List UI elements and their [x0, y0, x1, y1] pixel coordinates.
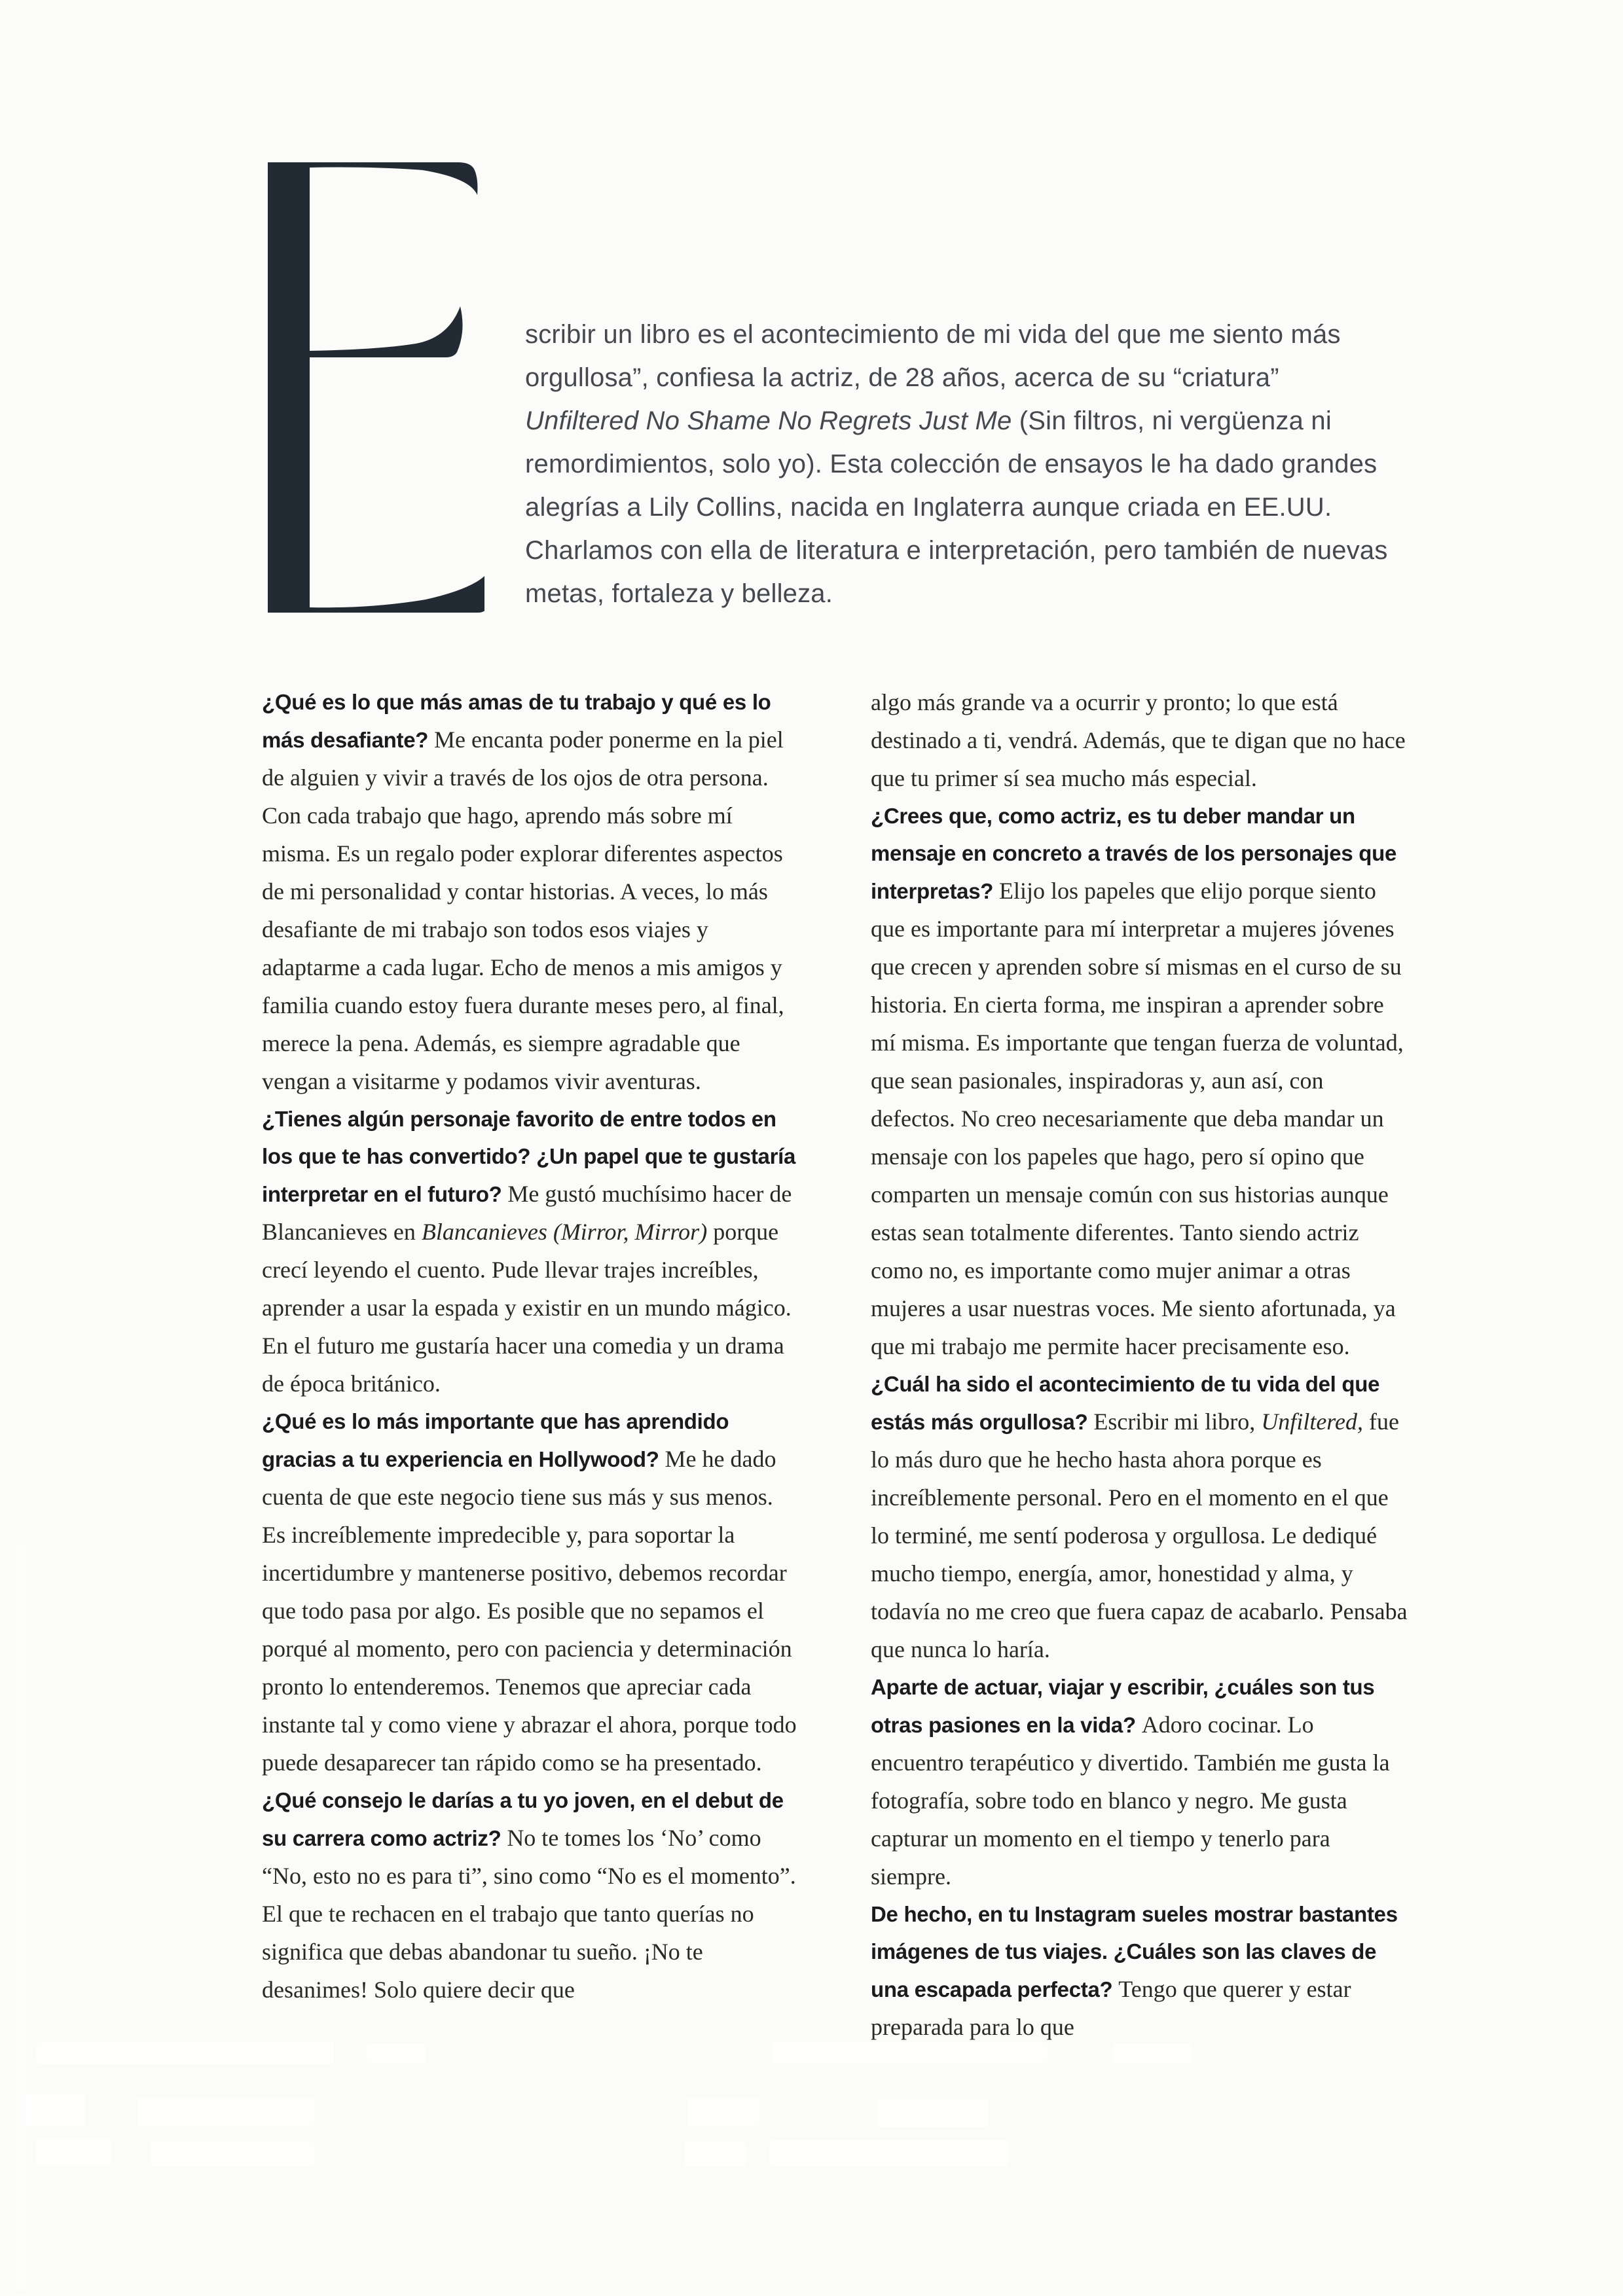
dropcap [262, 160, 484, 618]
scan-artifact [137, 2098, 314, 2126]
scan-artifact [769, 2140, 1008, 2166]
text-segment: No te tomes los ‘No’ como “No, esto no es para ti”, sino como “No es el momento”. El que te rechacen en el trabajo que tanto querías no significa que debas abandonar tu sueño. ¡No te desanimes! Solo quiere decir que [262, 1825, 796, 2003]
text-segment: Escribir mi libro, [1093, 1408, 1262, 1435]
dropcap-e-glyph [262, 160, 484, 618]
qa-block [262, 1103, 799, 1405]
qa-block [262, 1784, 799, 2011]
scan-artifact [684, 2142, 746, 2166]
text-segment: algo más grande va a ocurrir y pronto; lo que está destinado a ti, vendrá. Además, que te digan que no hace que tu primer sí sea mucho más especial. [871, 689, 1406, 791]
text-segment: ¿Crees que, como actriz, es tu deber mandar un mensaje en concreto a través de los personajes que interpretas? [871, 804, 1397, 903]
text-segment: Unfiltered, [1261, 1408, 1363, 1435]
dropcap-letter [262, 618, 263, 619]
qa-block [871, 1368, 1408, 1671]
qa-block [871, 800, 1408, 1368]
text-segment: Me he dado cuenta de que este negocio tiene sus más y sus menos. Es increíblemente impredecible y, para soportar la incertidumbre y mantenerse positivo, debemos recordar que todo pasa por algo. Es posible que no sepamos el porqué al momento, pero con paciencia y determinación pronto lo entenderemos. Tenemos que apreciar cada instante tal y como viene y abrazar el ahora, porque todo puede desaparecer tan rápido como se ha presentado. [262, 1446, 797, 1776]
text-segment: porque crecí leyendo el cuento. Pude llevar trajes increíbles, aprender a usar la espada y existir en un mundo mágico. En el futuro me gustaría hacer una comedia y un drama de época británico. [262, 1219, 792, 1397]
qa-block-continuation [871, 686, 1408, 800]
text-segment: Blancanieves (Mirror, Mirror) [421, 1219, 708, 1245]
text-segment: ¿Tienes algún personaje favorito de entre todos en los que te has convertido? ¿Un papel que te gustaría interpretar en el futuro? [262, 1107, 796, 1206]
text-segment: ¿Qué consejo le darías a tu yo joven, en el debut de su carrera como actriz? [262, 1788, 784, 1850]
text-segment: ¿Cuál ha sido el acontecimiento de tu vida del que estás más orgullosa? [871, 1372, 1380, 1434]
scan-artifact [687, 2098, 759, 2126]
text-segment: ¿Qué es lo más importante que has aprendido gracias a tu experiencia en Hollywood? [262, 1409, 729, 1471]
scan-artifact [36, 2042, 334, 2064]
text-segment: Adoro cocinar. Lo encuentro terapéutico y divertido. También me gusta la fotografía, sobre todo en blanco y negro. Me gusta capturar un momento en el tiempo y tenerlo para siempre. [871, 1712, 1390, 1890]
scan-artifact [36, 2139, 111, 2165]
scan-artifact [23, 2094, 85, 2126]
qa-block [871, 1898, 1408, 2049]
text-segment: Elijo los papeles que elijo porque siento que es importante para mí interpretar a mujeres jóvenes que crecen y aprenden sobre sí mismas en el curso de su historia. En cierta forma, me inspiran a aprender sobre mí misma. Es importante que tengan fuerza de voluntad, que sean pasionales, inspiradoras y, aun así, con defectos. No creo necesariamente que deba mandar un mensaje con los papeles que hago, pero sí opino que comparten un mensaje común con sus historias aunque estas sean totalmente diferentes. Tanto siendo actriz como no, es importante como mujer animar a otras mujeres a usar nuestras voces. Me siento afortunada, ya que mi trabajo me permite hacer precisamente eso. [871, 878, 1404, 1359]
qa-block [262, 1405, 799, 1784]
text-segment: Me encanta poder ponerme en la piel de alguien y vivir a través de los ojos de otra persona. Con cada trabajo que hago, aprendo más sobre mí misma. Es un regalo poder explorar diferentes aspectos de mi personalidad y contar historias. A veces, lo más desafiante de mi trabajo son todos esos viajes y adaptarme a cada lugar. Echo de menos a mis amigos y familia cuando estoy fuera durante meses pero, al final, merece la pena. Además, es siempre agradable que vengan a visitarme y podamos vivir aventuras. [262, 726, 784, 1094]
text-segment: ¿Qué es lo que más amas de tu trabajo y qué es lo más desafiante? [262, 690, 771, 752]
scan-artifact [151, 2142, 314, 2166]
text-segment: Tengo que querer y estar preparada para lo que [871, 1976, 1351, 2040]
scan-artifact [877, 2100, 989, 2127]
intro-paragraph [525, 313, 1396, 615]
scan-artifact [773, 2042, 1048, 2063]
text-segment: De hecho, en tu Instagram sueles mostrar bastantes imágenes de tus viajes. ¿Cuáles son las claves de una escapada perfecta? [871, 1902, 1398, 2001]
text-segment: Me gustó muchísimo hacer de Blancanieves en [262, 1181, 792, 1245]
scan-artifact [16, 1545, 26, 2291]
column-right [871, 686, 1408, 2049]
qa-block [871, 1671, 1408, 1898]
text-segment: scribir un libro es el acontecimiento de mi vida del que me siento más orgullosa”, confiesa la actriz, de 28 años, acerca de su “criatura” [525, 320, 1341, 392]
scan-artifact [1113, 2043, 1192, 2063]
text-segment: (Sin filtros, ni vergüenza ni remordimientos, solo yo). Esta colección de ensayos le ha dado grandes alegrías a Lily Collins, nacida en Inglaterra aunque criada en EE.UU. Charlamos con ella de literatura e interpretación, pero también de nuevas metas, fortaleza y belleza. [525, 406, 1388, 608]
text-segment: fue lo más duro que he hecho hasta ahora porque es increíblemente personal. Pero en el momento en el que lo terminé, me sentí poderosa y orgullosa. Le dediqué mucho tiempo, energía, amor, honestidad y alma, y todavía no me creo que fuera capaz de acabarlo. Pensaba que nunca lo haría. [871, 1408, 1408, 1662]
qa-block [262, 686, 799, 1103]
scan-artifact [367, 2043, 426, 2063]
text-segment: Aparte de actuar, viajar y escribir, ¿cuáles son tus otras pasiones en la vida? [871, 1675, 1375, 1737]
text-segment: Unfiltered No Shame No Regrets Just Me [525, 406, 1012, 435]
column-left [262, 686, 799, 2011]
